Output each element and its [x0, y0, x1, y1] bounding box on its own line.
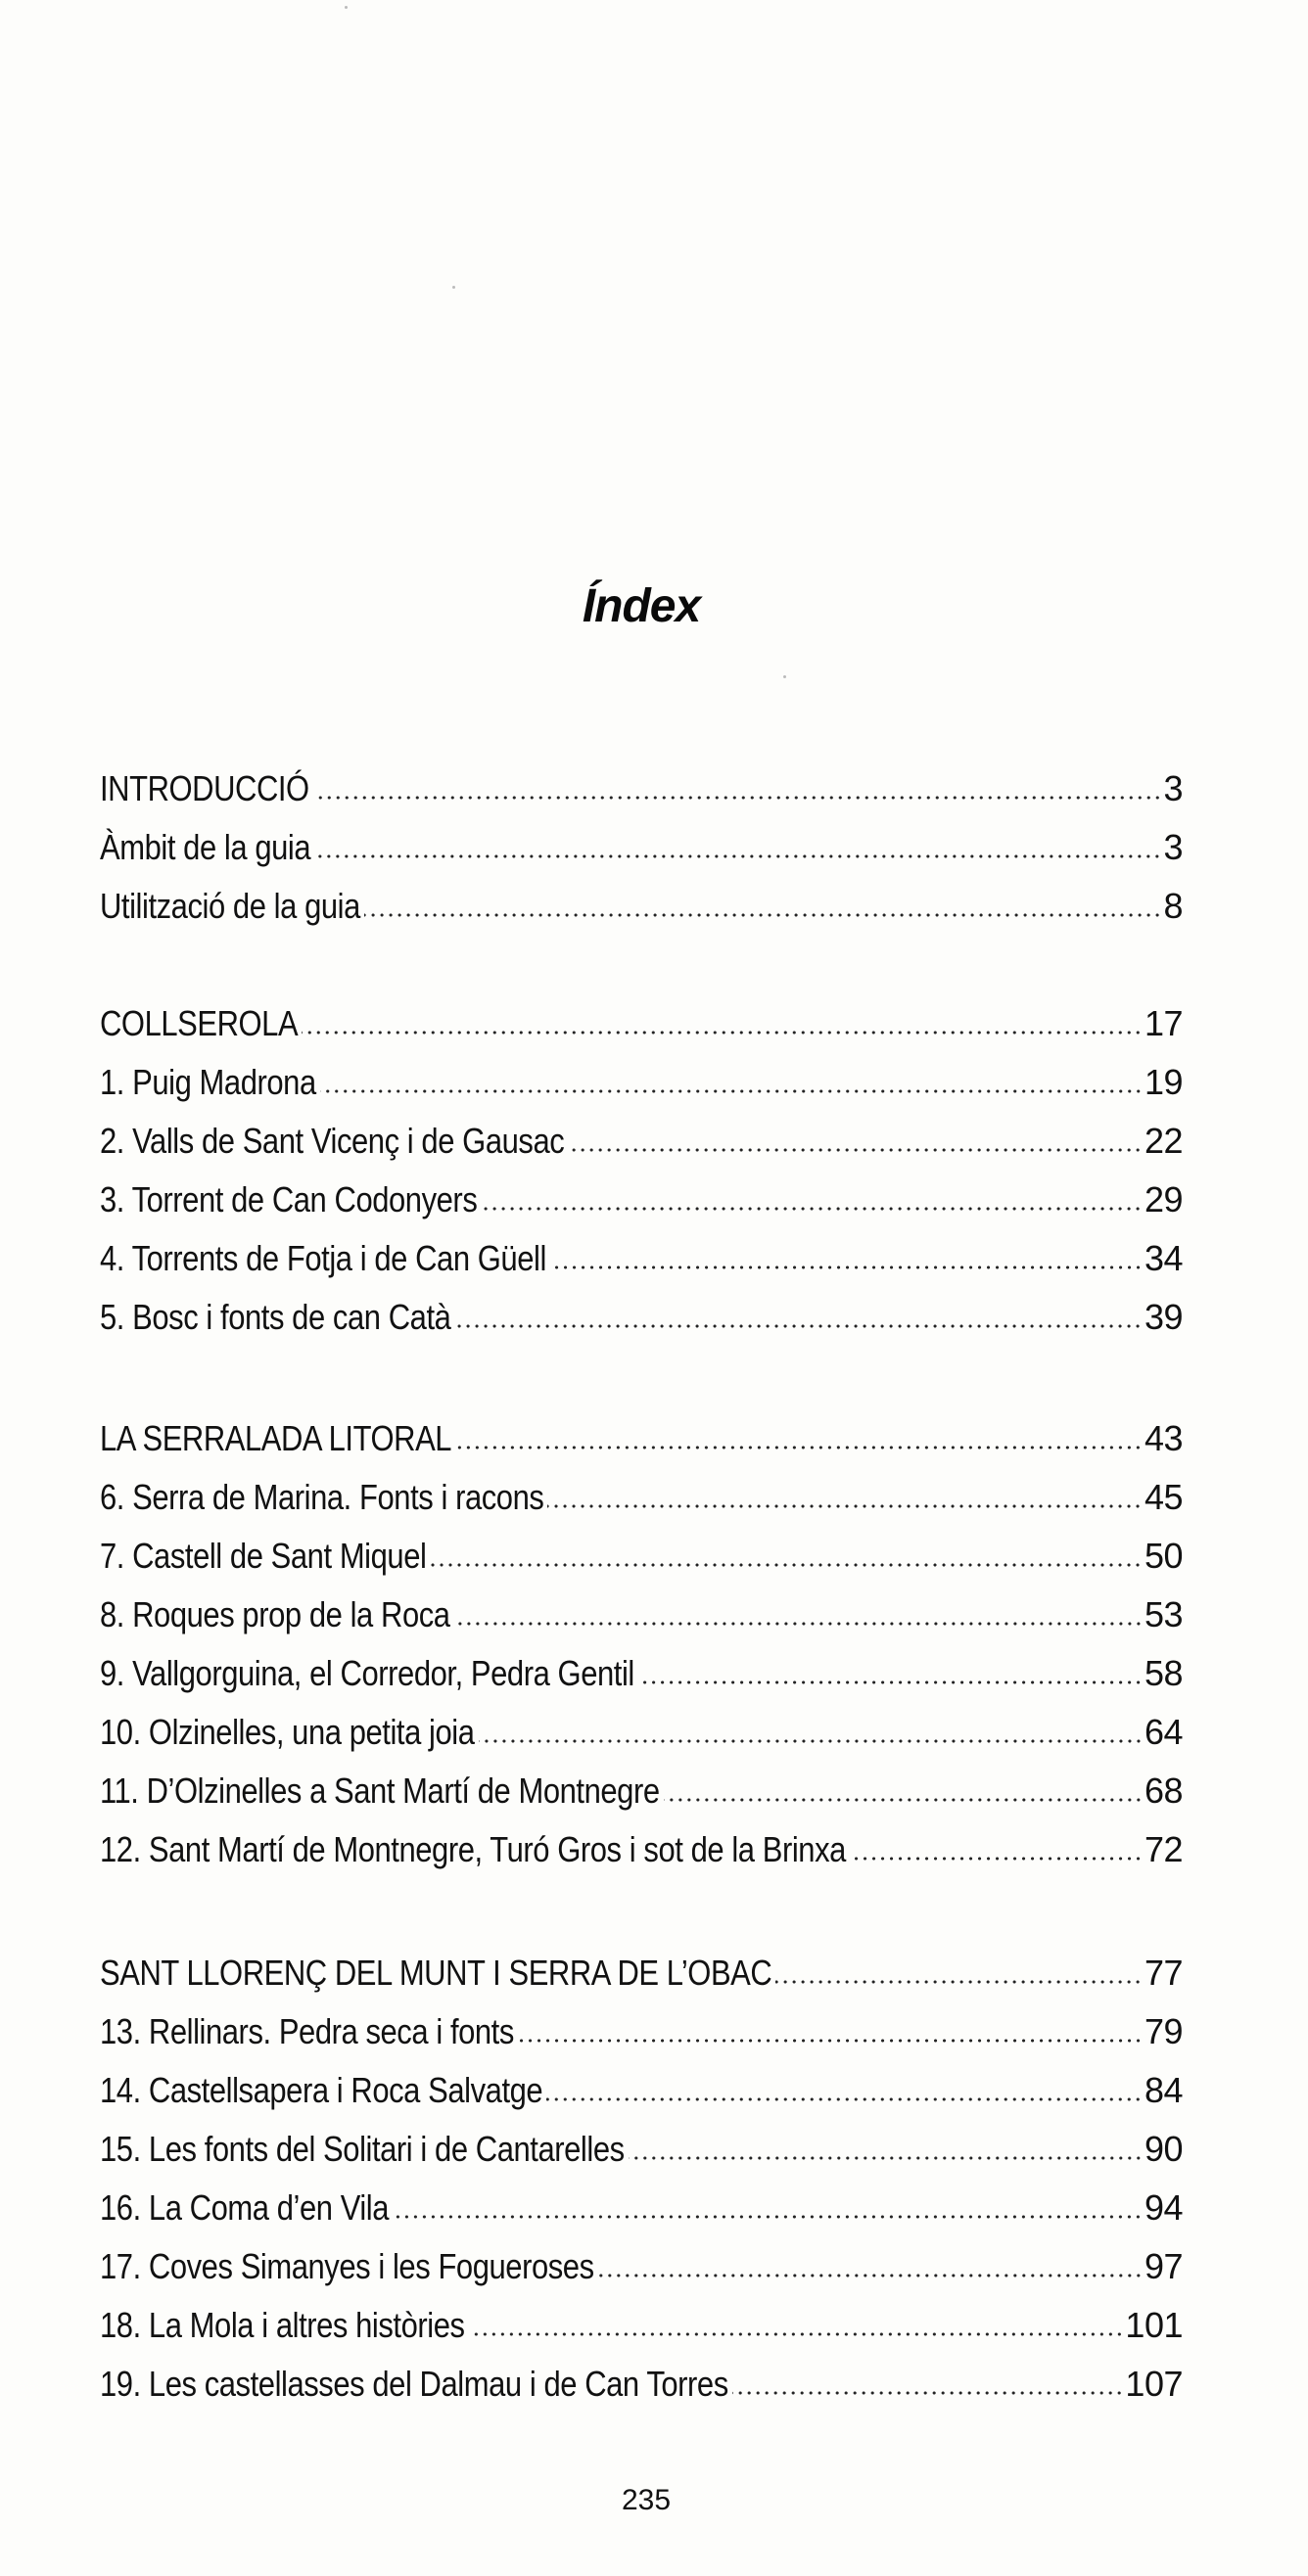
toc-entry[interactable]: [100, 2110, 1183, 2169]
toc-entry-page: 50: [1144, 1536, 1183, 1576]
toc-entry[interactable]: [100, 1634, 1183, 1693]
toc-entry-label: 8. Roques prop de la Roca: [100, 1594, 450, 1634]
toc-section-introduccio: [100, 750, 1183, 926]
toc-entry[interactable]: [100, 1693, 1183, 1752]
toc-entry[interactable]: [100, 2345, 1183, 2404]
toc-entry[interactable]: [100, 1219, 1183, 1278]
dot-leader: [568, 1147, 1143, 1153]
toc-entry[interactable]: [100, 808, 1183, 867]
dot-leader: [455, 1445, 1143, 1450]
toc-entry[interactable]: [100, 1517, 1183, 1576]
toc-entry[interactable]: [100, 1993, 1183, 2051]
page-title: Índex: [582, 580, 701, 633]
toc-entry-label: 15. Les fonts del Solitari i de Cantarelles: [100, 2129, 625, 2169]
toc-entry[interactable]: [100, 1278, 1183, 1337]
dot-leader: [314, 853, 1161, 859]
dot-leader: [638, 1679, 1143, 1685]
toc-entry-page: 84: [1144, 2070, 1183, 2110]
scan-speck: [783, 675, 786, 678]
toc-entry-page: 19: [1144, 1062, 1183, 1102]
toc-entry-label: COLLSEROLA: [100, 1003, 299, 1043]
toc-entry-label: 5. Bosc i fonts de can Catà: [100, 1297, 451, 1337]
toc-entry-label: 17. Coves Simanyes i les Fogueroses: [100, 2246, 594, 2286]
toc-entry[interactable]: [100, 1458, 1183, 1517]
dot-leader: [598, 2273, 1143, 2278]
scan-speck: [452, 286, 455, 289]
toc-entry-label: 19. Les castellasses del Dalmau i de Can Torres: [100, 2364, 728, 2404]
toc-entry-label: LA SERRALADA LITORAL: [100, 1418, 452, 1458]
toc-entry-label: 3. Torrent de Can Codonyers: [100, 1179, 478, 1219]
toc-entry[interactable]: [100, 1576, 1183, 1634]
toc-entry-page: 3: [1163, 827, 1183, 867]
dot-leader: [518, 2038, 1143, 2044]
toc-entry-label: 6. Serra de Marina. Fonts i racons: [100, 1477, 544, 1517]
dot-leader: [547, 1503, 1143, 1509]
toc-entry[interactable]: [100, 1811, 1183, 1869]
toc-entry-page: 8: [1163, 886, 1183, 926]
dot-leader: [364, 912, 1162, 918]
dot-leader: [629, 2155, 1143, 2161]
toc-entry[interactable]: [100, 985, 1183, 1043]
toc-entry-page: 29: [1144, 1179, 1183, 1219]
dot-leader: [320, 1088, 1143, 1094]
toc-entry-label: Utilització de la guia: [100, 886, 360, 926]
toc-entry-page: 77: [1144, 1953, 1183, 1993]
toc-entry-label: 7. Castell de Sant Miquel: [100, 1536, 427, 1576]
toc-entry[interactable]: [100, 2051, 1183, 2110]
toc-entry-page: 64: [1144, 1712, 1183, 1752]
toc-entry-page: 90: [1144, 2129, 1183, 2169]
toc-entry-label: 10. Olzinelles, una petita joia: [100, 1712, 475, 1752]
dot-leader: [546, 2096, 1143, 2102]
toc-entry-label: 1. Puig Madrona: [100, 1062, 316, 1102]
dot-leader: [550, 1265, 1143, 1270]
toc-entry[interactable]: [100, 2286, 1183, 2345]
toc-entry-page: 94: [1144, 2187, 1183, 2228]
dot-leader: [454, 1323, 1143, 1329]
toc-section-serralada-litoral: [100, 1400, 1183, 1869]
toc-entry-page: 97: [1144, 2246, 1183, 2286]
dot-leader: [664, 1797, 1143, 1803]
toc-entry-label: Àmbit de la guia: [100, 827, 311, 867]
dot-leader: [850, 1856, 1143, 1862]
toc-entry-page: 43: [1144, 1418, 1183, 1458]
toc-entry-label: 18. La Mola i altres històries: [100, 2305, 465, 2345]
dot-leader: [479, 1738, 1143, 1744]
dot-leader: [481, 1206, 1143, 1212]
toc-entry-page: 17: [1144, 1003, 1183, 1043]
toc-entry-page: 101: [1125, 2305, 1183, 2345]
toc-entry[interactable]: [100, 1043, 1183, 1102]
toc-entry[interactable]: [100, 1102, 1183, 1161]
toc-entry[interactable]: [100, 2228, 1183, 2286]
page-number: 235: [621, 2484, 672, 2516]
toc-entry-page: 45: [1144, 1477, 1183, 1517]
toc-entry[interactable]: [100, 867, 1183, 926]
toc-entry-label: 9. Vallgorguina, el Corredor, Pedra Gentil: [100, 1653, 634, 1693]
scan-speck: [345, 6, 348, 9]
dot-leader: [430, 1562, 1143, 1568]
toc-entry-page: 72: [1144, 1829, 1183, 1869]
toc-entry-page: 107: [1125, 2364, 1183, 2404]
dot-leader: [302, 1030, 1143, 1035]
dot-leader: [732, 2390, 1124, 2396]
toc-entry[interactable]: [100, 1752, 1183, 1811]
toc-entry-label: 14. Castellsapera i Roca Salvatge: [100, 2070, 543, 2110]
toc-section-collserola: [100, 985, 1183, 1337]
toc-entry[interactable]: [100, 1400, 1183, 1458]
toc-entry-label: SANT LLORENÇ DEL MUNT I SERRA DE L’OBAC: [100, 1953, 772, 1993]
toc-entry-page: 58: [1144, 1653, 1183, 1693]
toc-entry[interactable]: [100, 1934, 1183, 1993]
dot-leader: [313, 795, 1162, 801]
toc-entry-page: 79: [1144, 2011, 1183, 2051]
dot-leader: [469, 2331, 1124, 2337]
dot-leader: [775, 1979, 1143, 1985]
toc-entry-page: 39: [1144, 1297, 1183, 1337]
toc-entry-label: 12. Sant Martí de Montnegre, Turó Gros i sot de la Brinxa: [100, 1829, 846, 1869]
toc-entry-label: 16. La Coma d’en Vila: [100, 2187, 390, 2228]
toc-entry[interactable]: [100, 750, 1183, 808]
dot-leader: [393, 2214, 1143, 2220]
toc-entry-label: 4. Torrents de Fotja i de Can Güell: [100, 1238, 546, 1278]
toc-entry[interactable]: [100, 2169, 1183, 2228]
toc-entry-label: 2. Valls de Sant Vicenç i de Gausac: [100, 1121, 565, 1161]
toc-entry-label: 13. Rellinars. Pedra seca i fonts: [100, 2011, 514, 2051]
toc-entry-page: 68: [1144, 1771, 1183, 1811]
toc-entry-page: 22: [1144, 1121, 1183, 1161]
dot-leader: [454, 1621, 1143, 1627]
toc-entry-page: 34: [1144, 1238, 1183, 1278]
toc-entry-label: INTRODUCCIÓ: [100, 768, 309, 808]
toc-entry[interactable]: [100, 1161, 1183, 1219]
toc-section-sant-llorenc: [100, 1934, 1183, 2404]
toc-entry-label: 11. D’Olzinelles a Sant Martí de Montnegre: [100, 1771, 660, 1811]
toc-entry-page: 53: [1144, 1594, 1183, 1634]
toc-entry-page: 3: [1163, 768, 1183, 808]
